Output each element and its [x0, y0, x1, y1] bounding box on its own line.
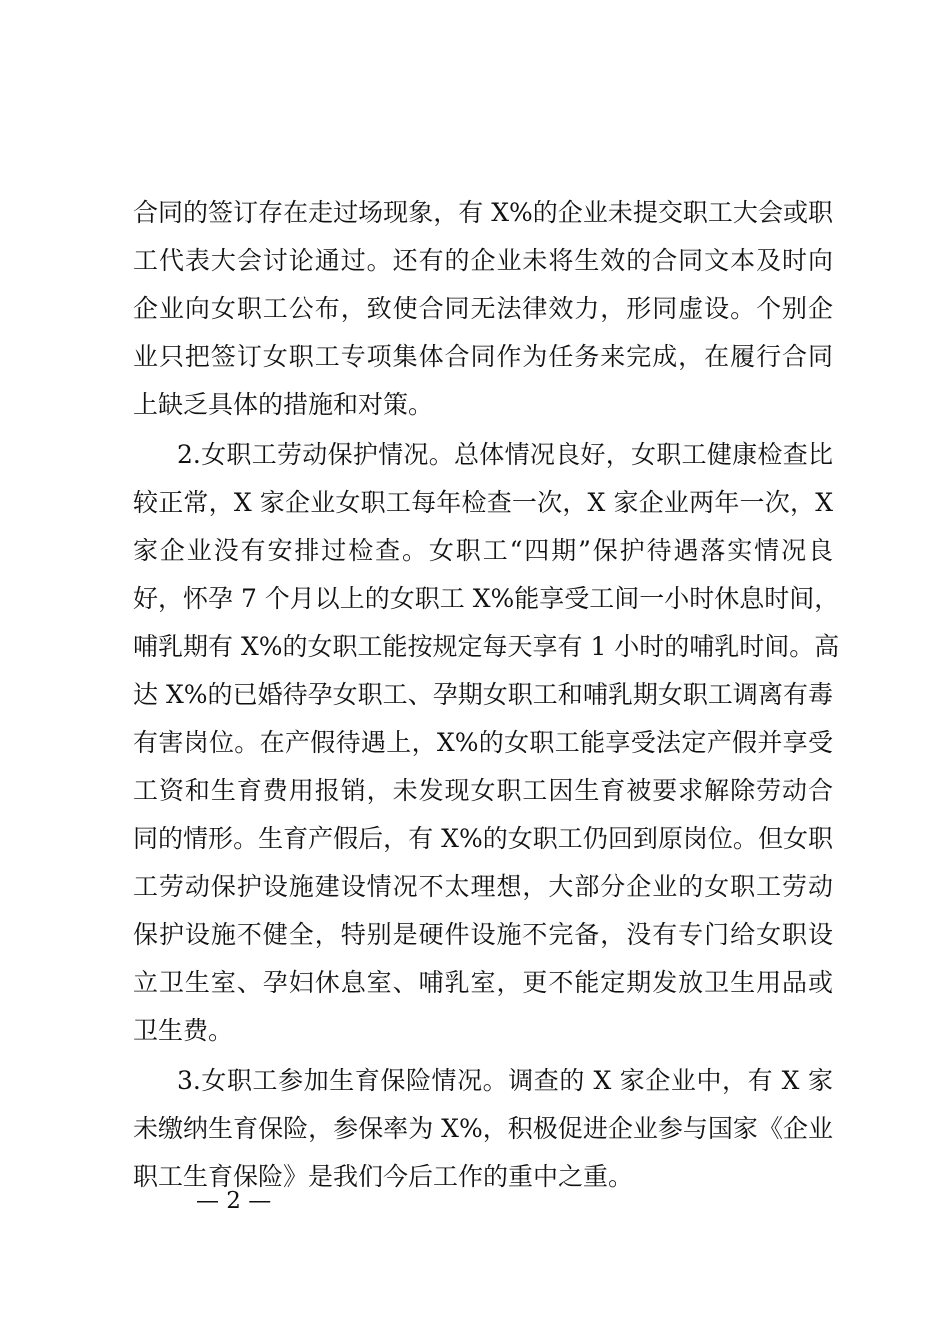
- paragraph-2-line-11: 保护设施不健全，特别是硬件设施不完备，没有专门给女职设: [133, 920, 833, 949]
- paragraph-1-line-2: 工代表大会讨论通过。还有的企业未将生效的合同文本及时向: [133, 246, 833, 275]
- paragraph-3-line-3: 职工生育保险》是我们今后工作的重中之重。: [133, 1162, 634, 1191]
- page-number: — 2 —: [196, 1188, 272, 1214]
- paragraph-2-line-10: 工劳动保护设施建设情况不太理想，大部分企业的女职工劳动: [133, 872, 833, 901]
- paragraph-2-line-4: 好，怀孕 7 个月以上的女职工 X%能享受工间一小时休息时间，: [133, 584, 840, 613]
- paragraph-2-line-5: 哺乳期有 X%的女职工能按规定每天享有 1 小时的哺乳时间。高: [133, 632, 840, 661]
- paragraph-2-line-13: 卫生费。: [133, 1016, 234, 1045]
- paragraph-2-line-9: 同的情形。生育产假后，有 X%的女职工仍回到原岗位。但女职: [133, 824, 833, 853]
- paragraph-3-line-2: 未缴纳生育保险，参保率为 X%，积极促进企业参与国家《企业: [133, 1114, 833, 1143]
- paragraph-1-line-4: 业只把签订女职工专项集体合同作为任务来完成，在履行合同: [133, 342, 833, 371]
- paragraph-1-line-5: 上缺乏具体的措施和对策。: [133, 390, 434, 419]
- paragraph-1-line-1: 合同的签订存在走过场现象，有 X%的企业未提交职工大会或职: [133, 198, 833, 227]
- paragraph-2-line-8: 工资和生育费用报销，未发现女职工因生育被要求解除劳动合: [133, 776, 833, 805]
- paragraph-2-line-6: 达 X%的已婚待孕女职工、孕期女职工和哺乳期女职工调离有毒: [133, 680, 833, 709]
- paragraph-2-line-3: 家企业没有安排过检查。女职工“四期”保护待遇落实情况良: [133, 536, 833, 565]
- paragraph-1-line-3: 企业向女职工公布，致使合同无法律效力，形同虚设。个别企: [133, 294, 833, 323]
- paragraph-2-line-12: 立卫生室、孕妇休息室、哺乳室，更不能定期发放卫生用品或: [133, 968, 833, 997]
- paragraph-3-line-1: 3.女职工参加生育保险情况。调查的 X 家企业中，有 X 家: [177, 1066, 833, 1095]
- paragraph-2-line-1: 2.女职工劳动保护情况。总体情况良好，女职工健康检查比: [177, 440, 833, 469]
- paragraph-2-line-2: 较正常，X 家企业女职工每年检查一次，X 家企业两年一次，X: [133, 488, 833, 517]
- paragraph-2-line-7: 有害岗位。在产假待遇上，X%的女职工能享受法定产假并享受: [133, 728, 833, 757]
